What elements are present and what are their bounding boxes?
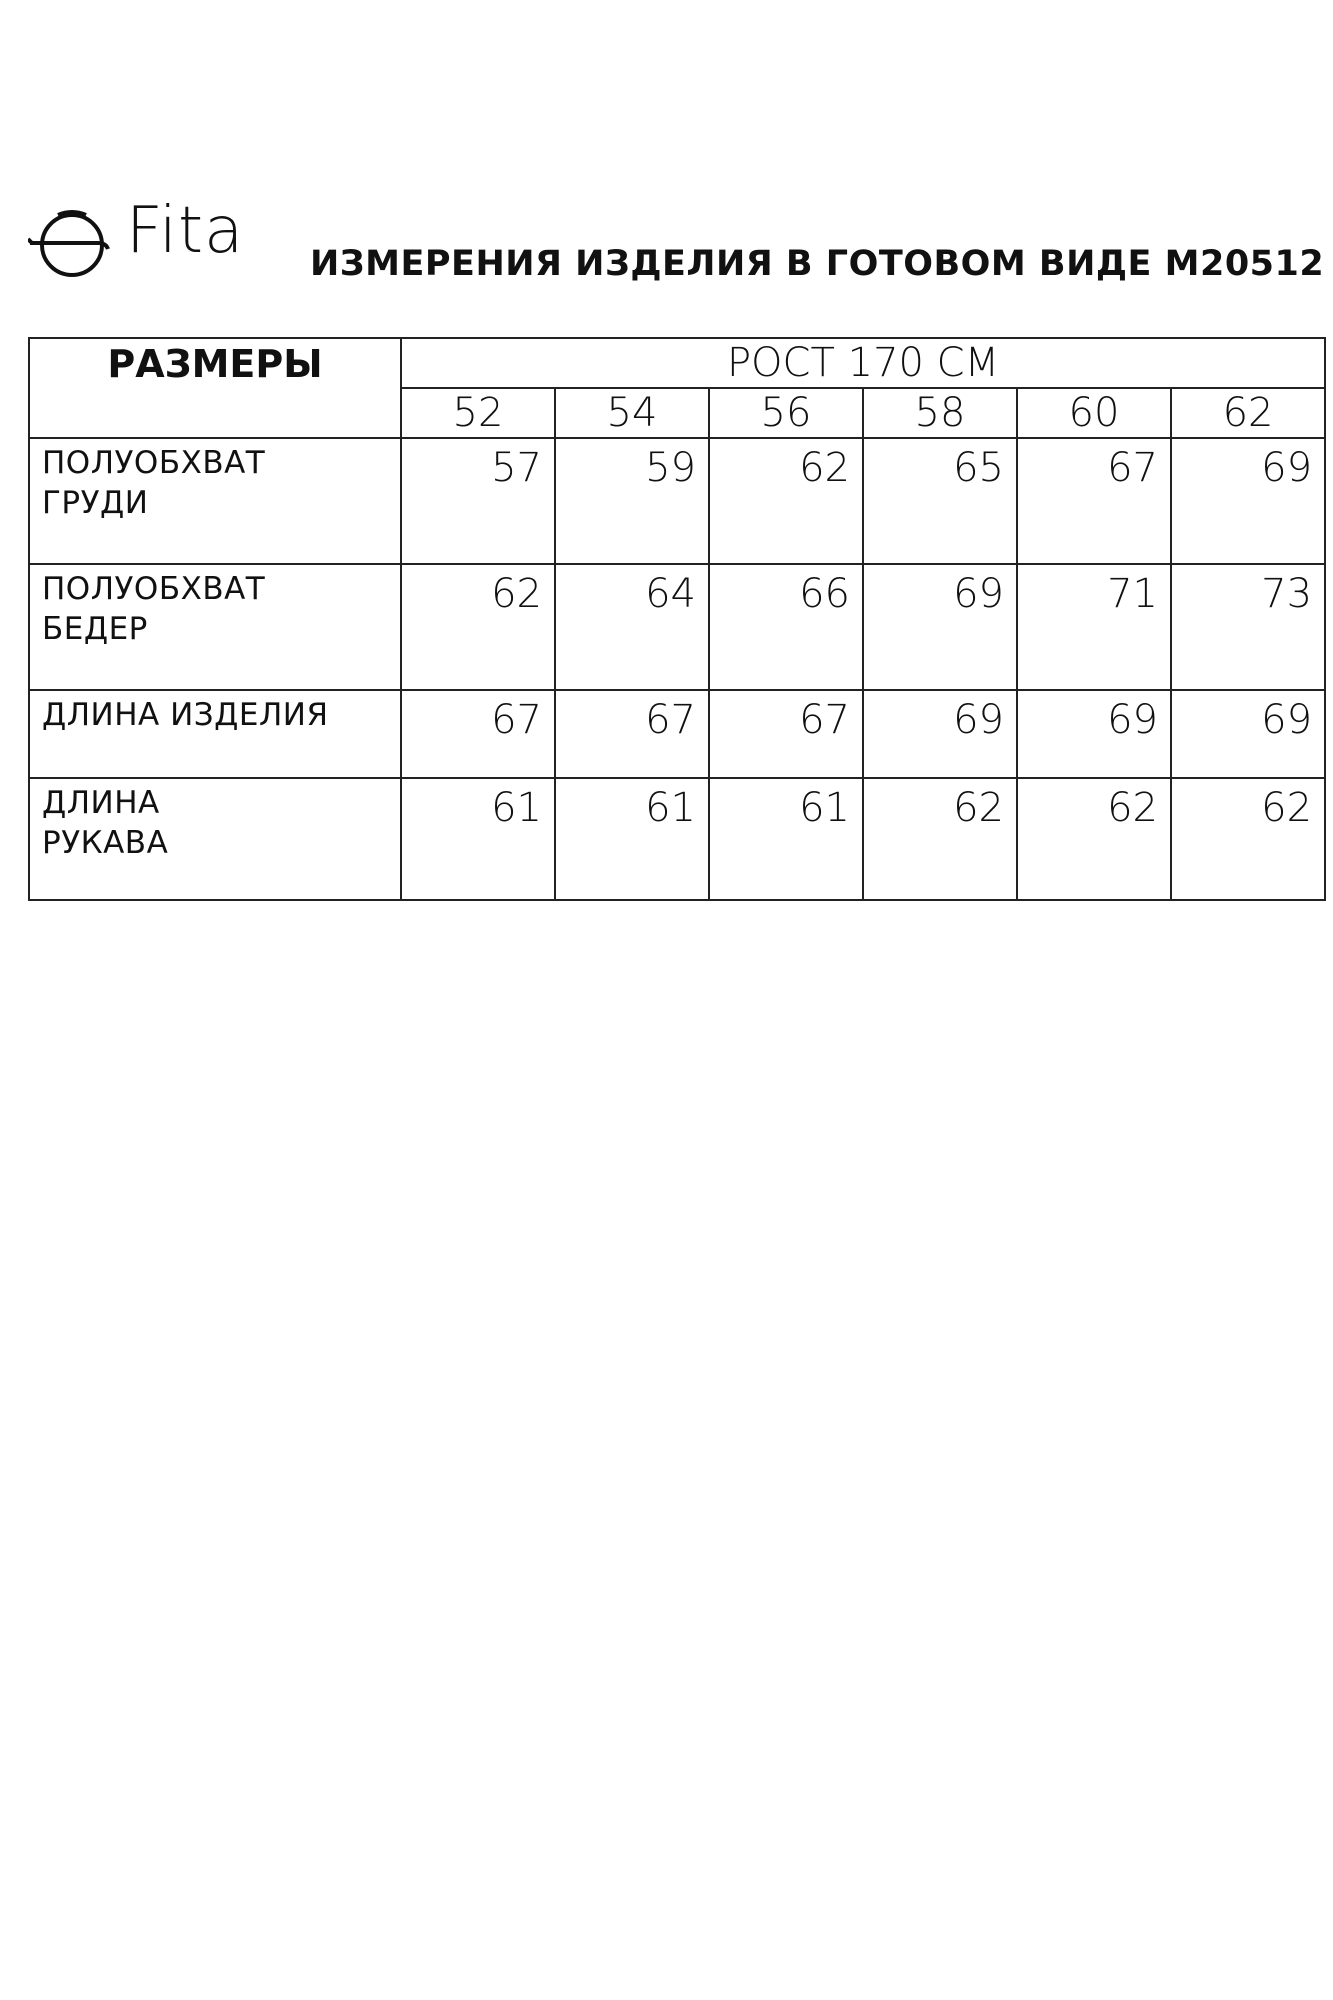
table-cell: 69 [1171, 438, 1325, 564]
table-cell: 67 [555, 690, 709, 778]
brand-logo [28, 194, 258, 285]
table-cell: 69 [1017, 690, 1171, 778]
size-header-cell: 60 [1017, 388, 1171, 438]
table-row [29, 778, 1325, 900]
table-cell: 62 [1017, 778, 1171, 900]
table-cell: 57 [401, 438, 555, 564]
table-row [29, 690, 1325, 778]
table-cell: 61 [555, 778, 709, 900]
table-cell: 66 [709, 564, 863, 690]
table-cell: 69 [863, 564, 1017, 690]
size-table [28, 337, 1326, 901]
table-cell: 59 [555, 438, 709, 564]
table-header-row [29, 338, 1325, 388]
row-label [29, 778, 401, 900]
row-label-line: РУКАВА [42, 825, 169, 861]
size-header-cell: 54 [555, 388, 709, 438]
table-cell: 67 [709, 690, 863, 778]
row-label [29, 564, 401, 690]
table-cell: 71 [1017, 564, 1171, 690]
table-cell: 64 [555, 564, 709, 690]
row-label-line: БЕДЕР [42, 611, 148, 647]
row-label-line: ДЛИНА [42, 785, 160, 821]
table-cell: 61 [709, 778, 863, 900]
row-label-line: ГРУДИ [42, 485, 149, 521]
sizes-header: РАЗМЕРЫ [29, 338, 401, 438]
brand-name: Fita [126, 194, 245, 268]
row-label [29, 690, 401, 778]
table-cell: 62 [401, 564, 555, 690]
size-header-cell: 52 [401, 388, 555, 438]
table-cell: 62 [709, 438, 863, 564]
table-cell: 67 [1017, 438, 1171, 564]
height-header: РОСТ 170 СМ [401, 338, 1325, 388]
table-cell: 69 [1171, 690, 1325, 778]
page-title: ИЗМЕРЕНИЯ ИЗДЕЛИЯ В ГОТОВОМ ВИДЕ М20512 [310, 244, 1325, 284]
table-cell: 62 [1171, 778, 1325, 900]
table-cell: 73 [1171, 564, 1325, 690]
row-label-line: ПОЛУОБХВАТ [42, 445, 266, 481]
table-cell: 65 [863, 438, 1017, 564]
table-cell: 69 [863, 690, 1017, 778]
fita-logo-icon [28, 209, 114, 279]
row-label-line: ПОЛУОБХВАТ [42, 571, 266, 607]
table-row [29, 438, 1325, 564]
table-cell: 62 [863, 778, 1017, 900]
table-row [29, 564, 1325, 690]
table-cell: 61 [401, 778, 555, 900]
table-cell: 67 [401, 690, 555, 778]
size-header-cell: 62 [1171, 388, 1325, 438]
row-label-line: ДЛИНА ИЗДЕЛИЯ [42, 697, 329, 733]
row-label [29, 438, 401, 564]
size-header-cell: 58 [863, 388, 1017, 438]
size-header-cell: 56 [709, 388, 863, 438]
